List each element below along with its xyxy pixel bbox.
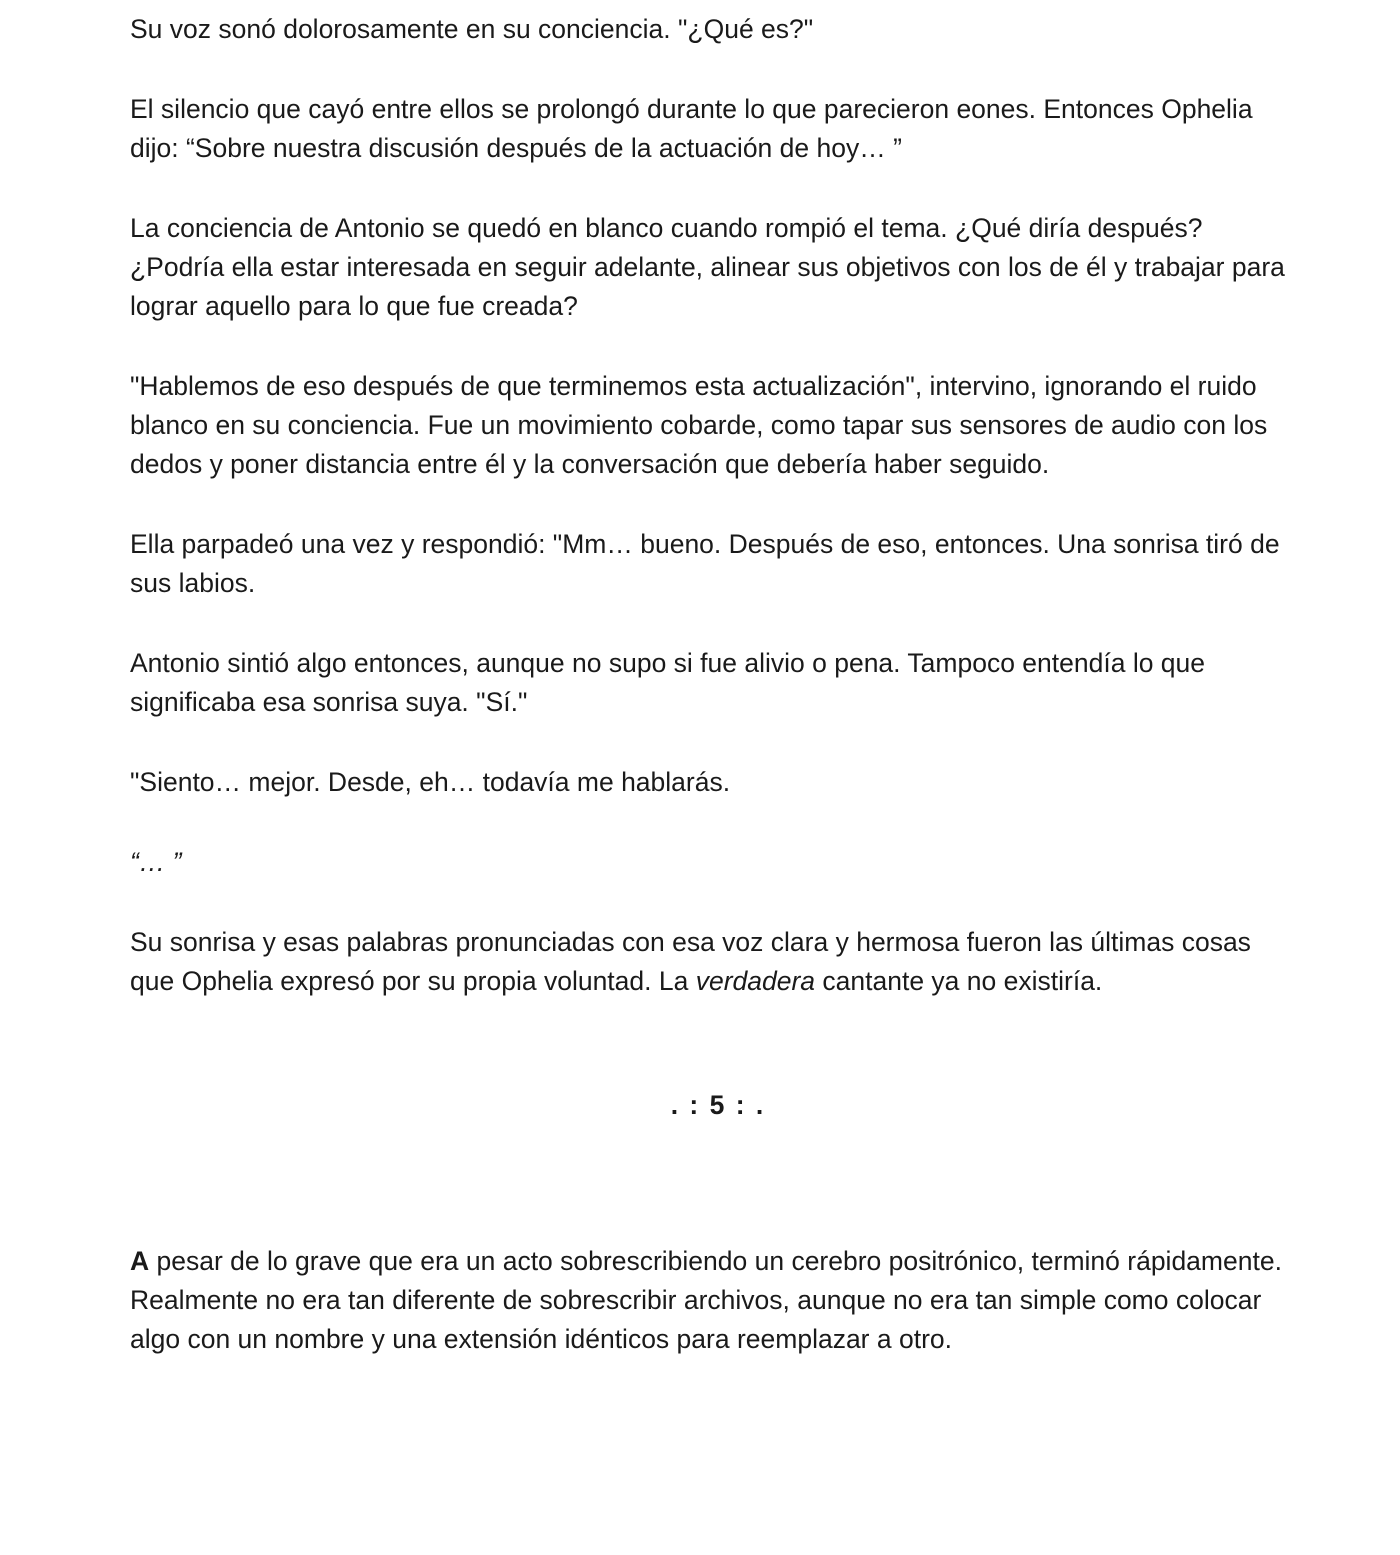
paragraph-9-text-after: cantante ya no existiría.	[815, 966, 1103, 996]
paragraph-8: “… ”	[130, 847, 182, 877]
paragraph-10-text: pesar de lo grave que era un acto sobrescribiendo un cerebro positrónico, terminó rápidamente. Realmente no era tan diferente de sobrescribir archivos, aunque no era tan simple como colocar algo con un nombre y una extensión idénticos para reemplazar a otro.	[130, 1246, 1282, 1354]
paragraph-4: "Hablemos de eso después de que terminemos esta actualización", intervino, ignorando el ruido blanco en su conciencia. Fue un movimiento cobarde, como tapar sus sensores de audio con los dedos y poner distancia entre él y la conversación que debería haber seguido.	[130, 371, 1268, 479]
paragraph-1: Su voz sonó dolorosamente en su conciencia. "¿Qué es?"	[130, 14, 814, 44]
emphasized-word: verdadera	[695, 966, 816, 996]
paragraph-5: Ella parpadeó una vez y respondió: "Mm… bueno. Después de eso, entonces. Una sonrisa tiró de sus labios.	[130, 529, 1280, 598]
section-break-heading: . : 5 : .	[670, 1090, 766, 1120]
paragraph-2: El silencio que cayó entre ellos se prolongó durante lo que parecieron eones. Entonces Ophelia dijo: “Sobre nuestra discusión después de la actuación de hoy… ”	[130, 94, 1253, 163]
drop-letter: A	[130, 1246, 150, 1276]
paragraph-9	[130, 923, 1290, 1001]
paragraph-7: "Siento… mejor. Desde, eh… todavía me hablarás.	[130, 767, 731, 797]
paragraph-3: La conciencia de Antonio se quedó en blanco cuando rompió el tema. ¿Qué diría después? ¿Podría ella estar interesada en seguir adelante, alinear sus objetivos con los de él y trabajar para lograr aquello para lo que fue creada?	[130, 213, 1285, 321]
paragraph-9-text-before: Su sonrisa y esas palabras pronunciadas con esa voz clara y hermosa fueron las últimas cosas que Ophelia expresó por su propia voluntad. La	[130, 927, 1251, 996]
paragraph-10	[130, 1242, 1290, 1359]
paragraph-6: Antonio sintió algo entonces, aunque no supo si fue alivio o pena. Tampoco entendía lo que significaba esa sonrisa suya. "Sí."	[130, 648, 1206, 717]
document-page	[130, 10, 1290, 1400]
